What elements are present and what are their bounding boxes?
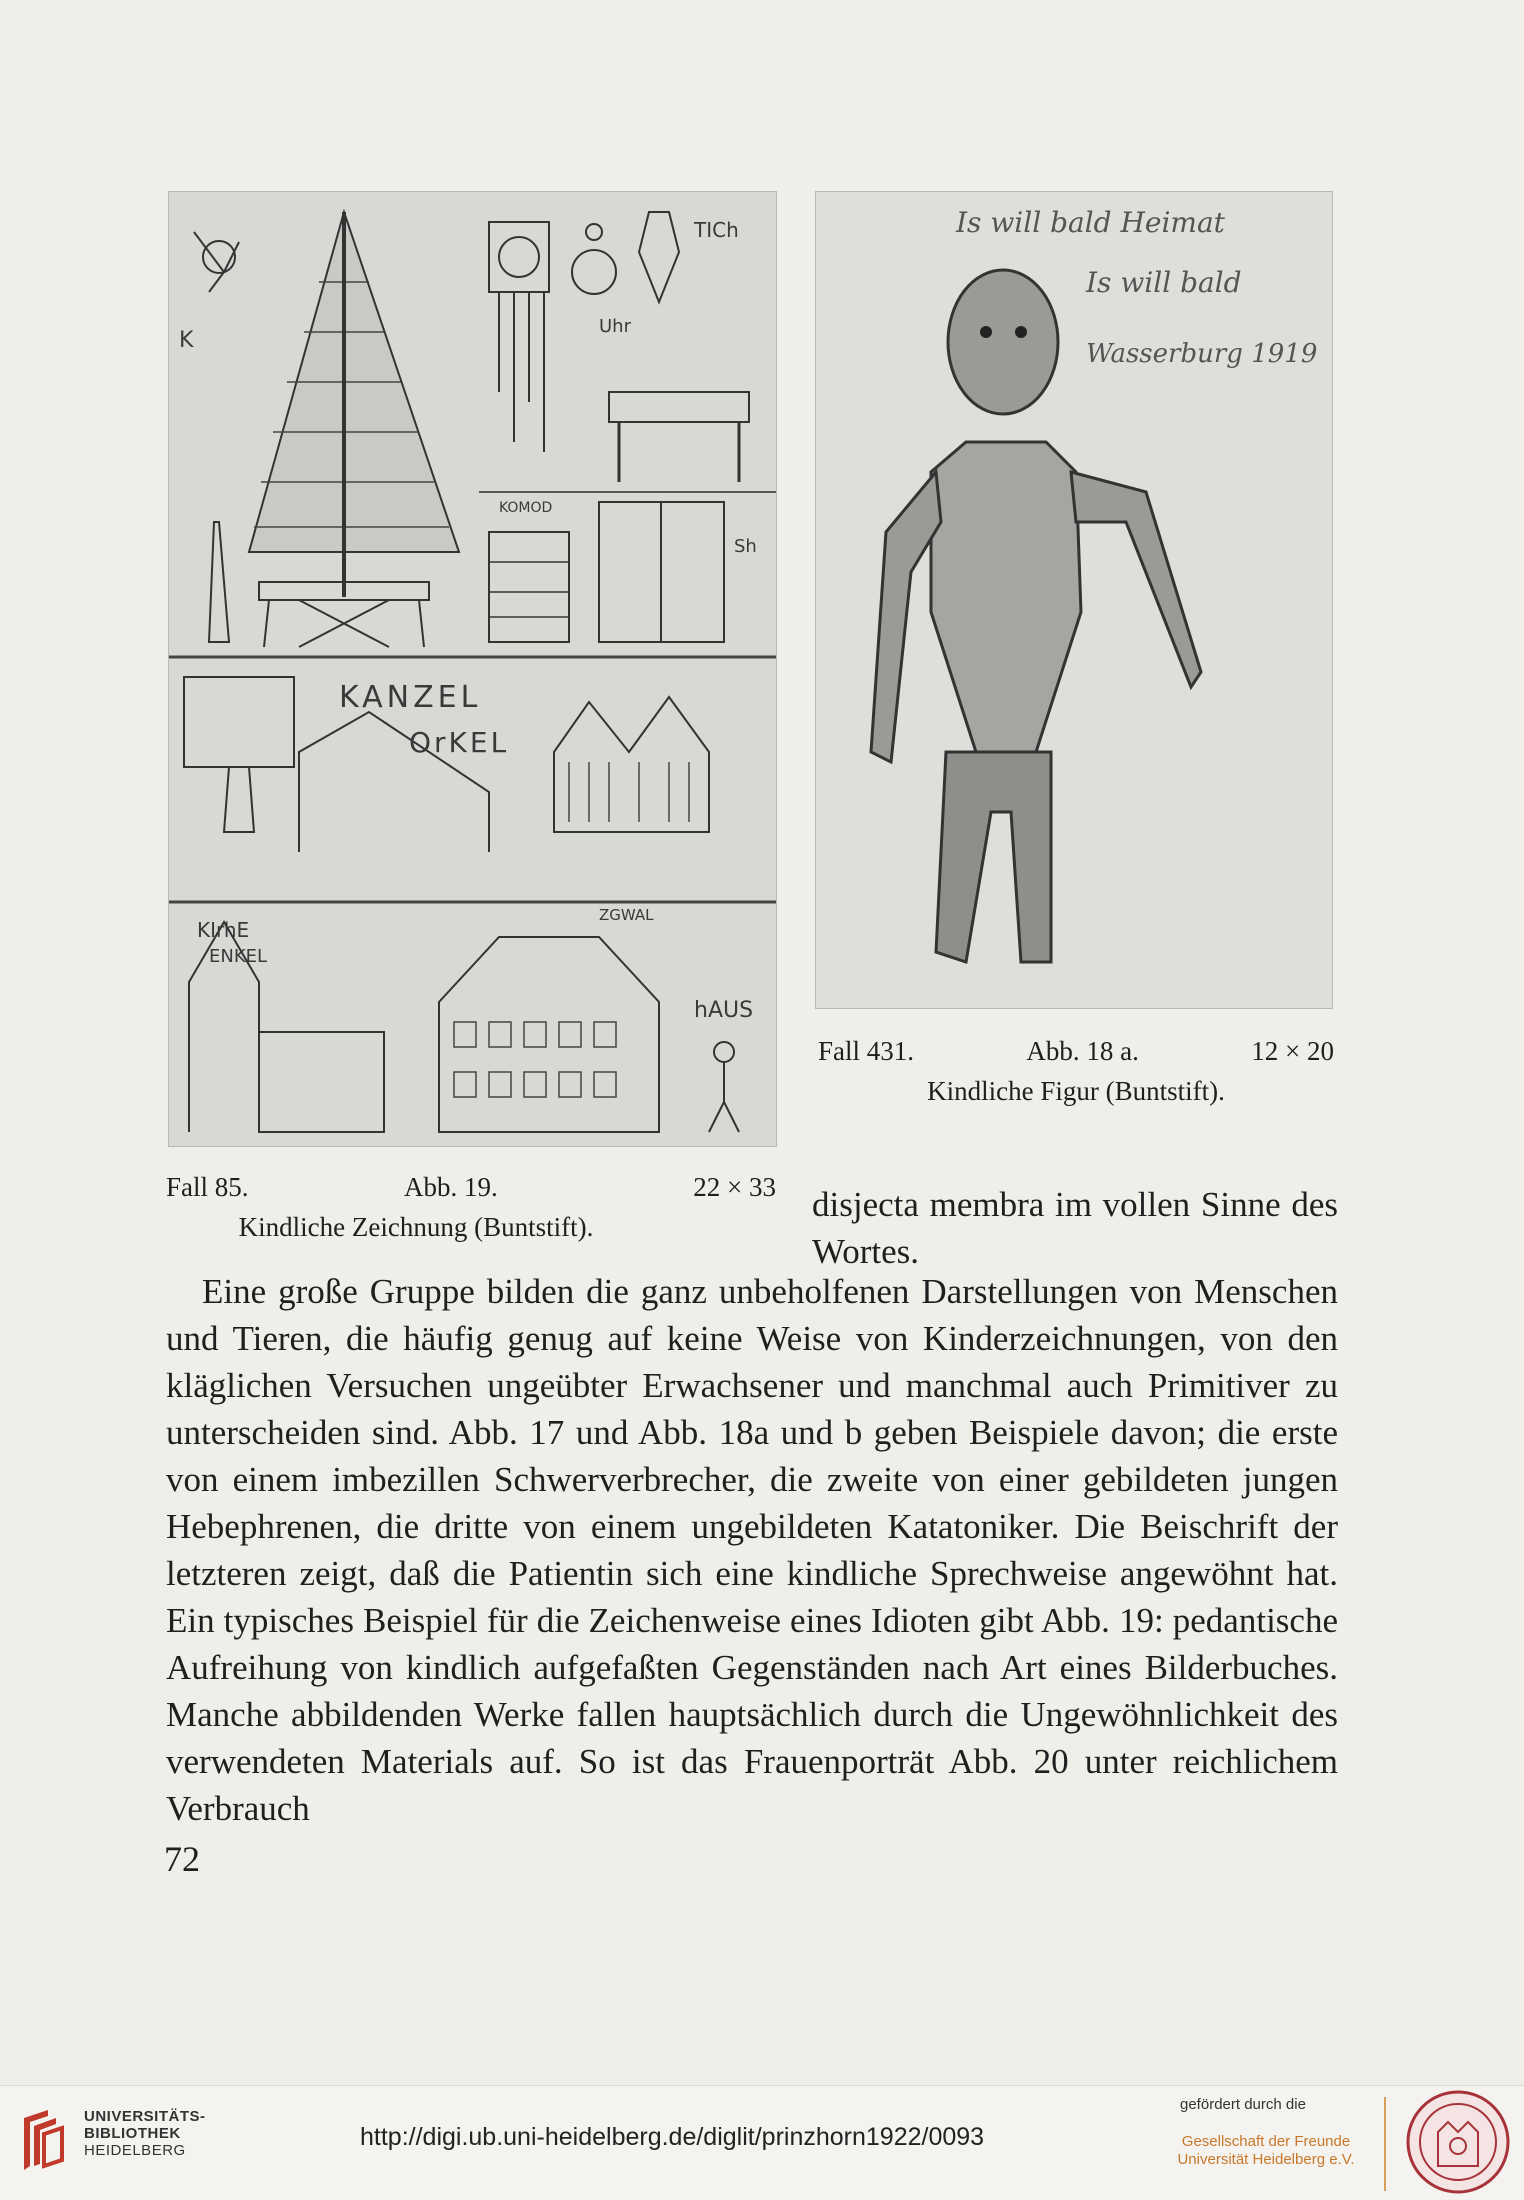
footer-divider bbox=[1384, 2097, 1386, 2191]
label-enkel: ENKEL bbox=[209, 946, 268, 967]
figure-abb19-caption: Kindliche Zeichnung (Buntstift). bbox=[238, 1212, 594, 1242]
library-line-2: BIBLIOTHEK bbox=[84, 2125, 181, 2142]
figure-abb18a-drawing bbox=[815, 191, 1333, 1009]
label-sh: Sh bbox=[734, 536, 757, 557]
label-orkel: OrKEL bbox=[409, 726, 510, 759]
sponsor-line-2: Universität Heidelberg e.V. bbox=[1177, 2151, 1355, 2168]
sponsor-label: gefördert durch die bbox=[1180, 2096, 1306, 2113]
label-k: K bbox=[179, 328, 194, 353]
library-line-1: UNIVERSITÄTS- bbox=[84, 2108, 206, 2125]
label-kanzel: KANZEL bbox=[339, 680, 482, 715]
figure-abb19-drawing bbox=[168, 191, 777, 1147]
inscription-line-2: Is will bald bbox=[1086, 266, 1242, 299]
label-kirche: KIrhE bbox=[197, 918, 250, 942]
label-zgwal: ZGWAL bbox=[599, 906, 654, 924]
figure-abb19-case: Fall 85. bbox=[166, 1172, 249, 1202]
label-tich: TICh bbox=[694, 218, 739, 242]
side-text: disjecta membra im vollen Sinne des Wortes. bbox=[812, 1185, 1338, 1271]
label-haus: hAUS bbox=[694, 998, 754, 1023]
sponsor-name bbox=[1166, 2133, 1366, 2169]
figure-abb19-size: 22 × 33 bbox=[693, 1172, 776, 1202]
label-uhr: Uhr bbox=[599, 316, 631, 337]
library-line-3: HEIDELBERG bbox=[84, 2142, 186, 2159]
university-library-logo-icon bbox=[18, 2108, 66, 2172]
figure-abb19-number: Abb. 19. bbox=[404, 1172, 498, 1202]
figure-abb18a-caption-row bbox=[818, 1036, 1334, 1067]
document-url-link[interactable]: http://digi.ub.uni-heidelberg.de/diglit/prinzhorn1922/0093 bbox=[360, 2123, 985, 2151]
page-number: 72 bbox=[164, 1839, 200, 1879]
body-paragraph: Eine große Gruppe bilden die ganz unbeholfenen Darstellungen von Menschen und Tieren, die häufig genug auf keine Weise von Kinderzeichnungen, von den kläglichen Versuchen ungeübter Erwachsener und manchmal auch Primitiver zu unterscheiden sind. Abb. 17 und Abb. 18a und b geben Beispiele davon; die erste von einem imbezillen Schwerverbrecher, die zweite von einer gebildeten jungen Hebephrenen, die dritte von einem ungebildeten Katatoniker. Die Beischrift der letzteren zeigt, daß die Patientin sich eine kindliche Sprechweise angewöhnt hat. Ein typisches Beispiel für die Zeichenweise eines Idioten gibt Abb. 19: pedantische Aufreihung von kindlich aufgefaßten Gegenständen nach Art eines Bilderbuches. Manche abbildenden Werke fallen hauptsächlich durch die Ungewöhnlichkeit des verwendeten Materials auf. So ist das Frauenporträt Abb. 20 unter reichlichem Verbrauch bbox=[166, 1272, 1338, 1828]
sponsor-line-1: Gesellschaft der Freunde bbox=[1181, 2133, 1351, 2150]
inscription-line-1: Is will bald Heimat bbox=[956, 206, 1225, 239]
university-seal-icon bbox=[1404, 2088, 1512, 2196]
figure-abb18a-number: Abb. 18 a. bbox=[1026, 1036, 1139, 1066]
figure-abb18a-caption: Kindliche Figur (Buntstift). bbox=[927, 1076, 1225, 1106]
university-library-name bbox=[84, 2108, 206, 2159]
label-komod: KOMOD bbox=[499, 500, 553, 516]
figure-abb18a-size: 12 × 20 bbox=[1251, 1036, 1334, 1066]
figure-abb18a-case: Fall 431. bbox=[818, 1036, 915, 1066]
inscription-line-3: Wasserburg 1919 bbox=[1086, 339, 1318, 369]
figure-abb19-caption-row bbox=[166, 1172, 776, 1203]
